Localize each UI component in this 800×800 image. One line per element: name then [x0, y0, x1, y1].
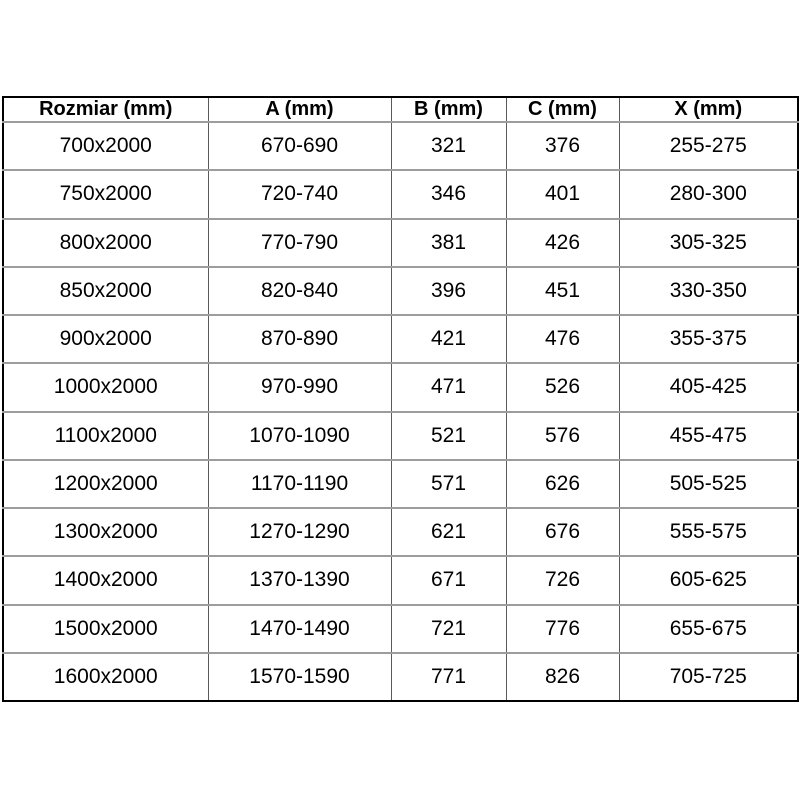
table-cell: 1370-1390	[208, 556, 391, 604]
table-cell: 521	[391, 412, 506, 460]
table-cell: 670-690	[208, 122, 391, 170]
table-cell: 605-625	[619, 556, 798, 604]
table-row	[3, 605, 798, 653]
table-cell: 401	[506, 170, 619, 218]
table-cell: 505-525	[619, 460, 798, 508]
table-cell: 826	[506, 653, 619, 701]
table-cell: 700x2000	[3, 122, 208, 170]
table-cell: 330-350	[619, 267, 798, 315]
table-cell: 800x2000	[3, 219, 208, 267]
table-cell: 451	[506, 267, 619, 315]
table-cell: 970-990	[208, 363, 391, 411]
table-cell: 396	[391, 267, 506, 315]
table-cell: 1170-1190	[208, 460, 391, 508]
table-cell: 676	[506, 508, 619, 556]
column-header-x: X (mm)	[619, 97, 798, 122]
table-cell: 476	[506, 315, 619, 363]
table-cell: 1270-1290	[208, 508, 391, 556]
table-cell: 655-675	[619, 605, 798, 653]
table-cell: 305-325	[619, 219, 798, 267]
table-cell: 471	[391, 363, 506, 411]
dimensions-table	[2, 96, 799, 702]
table-cell: 426	[506, 219, 619, 267]
table-body	[3, 122, 798, 701]
table-cell: 355-375	[619, 315, 798, 363]
table-cell: 571	[391, 460, 506, 508]
table-cell: 771	[391, 653, 506, 701]
column-header-c: C (mm)	[506, 97, 619, 122]
table-cell: 1470-1490	[208, 605, 391, 653]
table-row	[3, 122, 798, 170]
table-cell: 346	[391, 170, 506, 218]
table-cell: 1600x2000	[3, 653, 208, 701]
column-header-b: B (mm)	[391, 97, 506, 122]
table-cell: 705-725	[619, 653, 798, 701]
table-cell: 720-740	[208, 170, 391, 218]
table-cell: 381	[391, 219, 506, 267]
table-cell: 850x2000	[3, 267, 208, 315]
table-row	[3, 315, 798, 363]
table-cell: 721	[391, 605, 506, 653]
table-cell: 1570-1590	[208, 653, 391, 701]
table-cell: 1000x2000	[3, 363, 208, 411]
table-row	[3, 170, 798, 218]
table-cell: 321	[391, 122, 506, 170]
table-row	[3, 219, 798, 267]
table-row	[3, 412, 798, 460]
table-row	[3, 508, 798, 556]
table-cell: 405-425	[619, 363, 798, 411]
table-cell: 1070-1090	[208, 412, 391, 460]
table-cell: 555-575	[619, 508, 798, 556]
table-cell: 776	[506, 605, 619, 653]
table-cell: 900x2000	[3, 315, 208, 363]
table-cell: 726	[506, 556, 619, 604]
table-row	[3, 363, 798, 411]
table-cell: 750x2000	[3, 170, 208, 218]
table-cell: 870-890	[208, 315, 391, 363]
table-cell: 576	[506, 412, 619, 460]
table-row	[3, 556, 798, 604]
table-cell: 820-840	[208, 267, 391, 315]
table-cell: 671	[391, 556, 506, 604]
table-cell: 455-475	[619, 412, 798, 460]
table-cell: 770-790	[208, 219, 391, 267]
table-cell: 1500x2000	[3, 605, 208, 653]
table-cell: 280-300	[619, 170, 798, 218]
table-cell: 376	[506, 122, 619, 170]
table-cell: 626	[506, 460, 619, 508]
column-header-rozmiar: Rozmiar (mm)	[3, 97, 208, 122]
table-cell: 421	[391, 315, 506, 363]
table-cell: 1400x2000	[3, 556, 208, 604]
table-cell: 621	[391, 508, 506, 556]
column-header-a: A (mm)	[208, 97, 391, 122]
table-cell: 1100x2000	[3, 412, 208, 460]
table-row	[3, 267, 798, 315]
header-row	[3, 97, 798, 122]
table-row	[3, 460, 798, 508]
table-cell: 255-275	[619, 122, 798, 170]
table-cell: 1300x2000	[3, 508, 208, 556]
table-row	[3, 653, 798, 701]
table-cell: 1200x2000	[3, 460, 208, 508]
table-cell: 526	[506, 363, 619, 411]
